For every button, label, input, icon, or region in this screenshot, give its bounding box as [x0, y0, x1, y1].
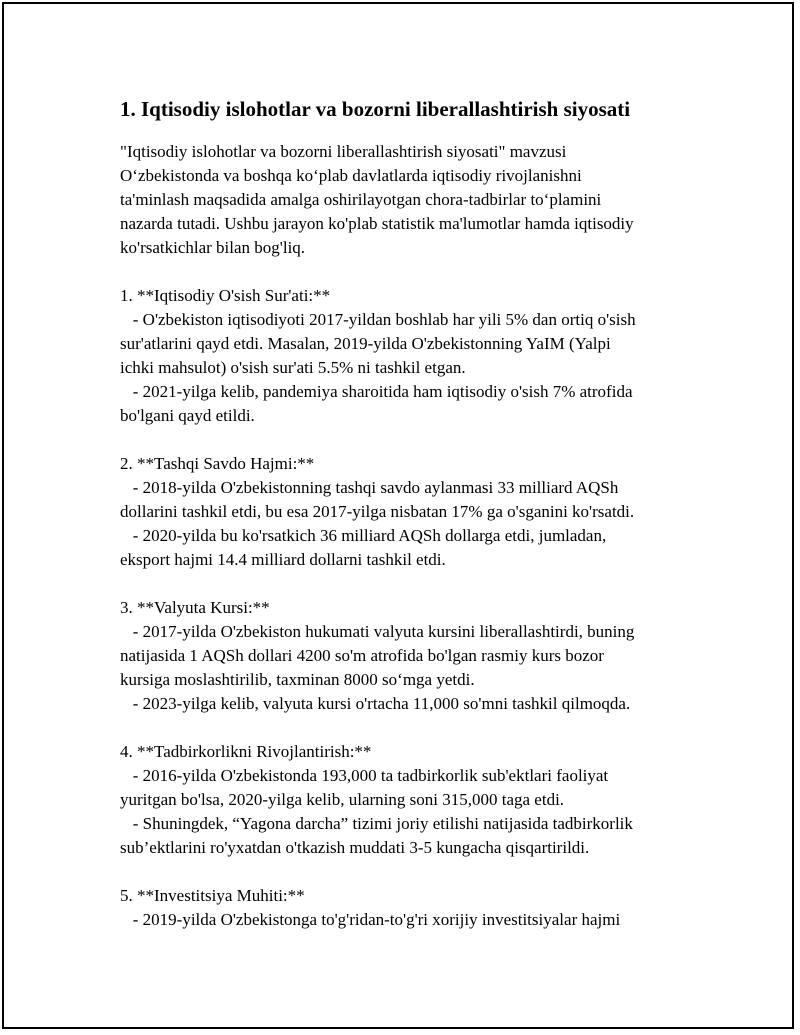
section-heading: 2. **Tashqi Savdo Hajmi:**	[120, 454, 315, 473]
text-line: - Shuningdek, “Yagona darcha” tizimi joriy etilishi natijasida tadbirkorlik	[120, 814, 633, 833]
text-line: ichki mahsulot) o'sish sur'ati 5.5% ni tashkil etgan.	[120, 358, 466, 377]
section-economic-growth	[120, 284, 700, 428]
section-heading: 1. **Iqtisodiy O'sish Sur'ati:**	[120, 286, 331, 305]
text-line: O‘zbekistonda va boshqa ko‘plab davlatlarda iqtisodiy rivojlanishni	[120, 166, 582, 185]
text-line: - O'zbekiston iqtisodiyoti 2017-yildan boshlab har yili 5% dan ortiq o'sish	[120, 310, 636, 329]
section-exchange-rate	[120, 596, 700, 716]
text-line: natijasida 1 AQSh dollari 4200 so'm atrofida bo'lgan rasmiy kurs bozor	[120, 646, 604, 665]
text-line: "Iqtisodiy islohotlar va bozorni liberallashtirish siyosati" mavzusi	[120, 142, 567, 161]
text-line: sub’ektlarini ro'yxatdan o'tkazish muddati 3-5 kungacha qisqartirildi.	[120, 838, 590, 857]
text-line: - 2017-yilda O'zbekiston hukumati valyuta kursini liberallashtirdi, buning	[120, 622, 635, 641]
text-line: dollarini tashkil etdi, bu esa 2017-yilga nisbatan 17% ga o'sganini ko'rsatdi.	[120, 502, 635, 521]
text-line: - 2016-yilda O'zbekistonda 193,000 ta tadbirkorlik sub'ektlari faoliyat	[120, 766, 609, 785]
text-line: yuritgan bo'lsa, 2020-yilga kelib, ularning soni 315,000 taga etdi.	[120, 790, 565, 809]
section-entrepreneurship	[120, 740, 700, 860]
text-line: kursiga moslashtirilib, taxminan 8000 so‘mga yetdi.	[120, 670, 475, 689]
section-heading: 3. **Valyuta Kursi:**	[120, 598, 270, 617]
text-line: ta'minlash maqsadida amalga oshirilayotgan chora-tadbirlar to‘plamini	[120, 190, 602, 209]
text-line: ko'rsatkichlar bilan bog'liq.	[120, 238, 306, 257]
document-body	[120, 94, 700, 956]
text-line: - 2021-yilga kelib, pandemiya sharoitida ham iqtisodiy o'sish 7% atrofida	[120, 382, 633, 401]
text-line: bo'lgani qayd etildi.	[120, 406, 255, 425]
text-line: eksport hajmi 14.4 milliard dollarni tashkil etdi.	[120, 550, 446, 569]
text-line: - 2018-yilda O'zbekistonning tashqi savdo aylanmasi 33 milliard AQSh	[120, 478, 619, 497]
text-line: - 2020-yilda bu ko'rsatkich 36 milliard AQSh dollarga etdi, jumladan,	[120, 526, 607, 545]
section-investment	[120, 884, 700, 932]
text-line: - 2019-yilda O'zbekistonga to'g'ridan-to'g'ri xorijiy investitsiyalar hajmi	[120, 910, 621, 929]
text-line: sur'atlarini qayd etdi. Masalan, 2019-yilda O'zbekistonning YaIM (Yalpi	[120, 334, 611, 353]
section-heading: 5. **Investitsiya Muhiti:**	[120, 886, 305, 905]
document-page	[2, 2, 794, 1029]
text-line: - 2023-yilga kelib, valyuta kursi o'rtacha 11,000 so'mni tashkil qilmoqda.	[120, 694, 631, 713]
intro-paragraph	[120, 140, 700, 260]
section-foreign-trade	[120, 452, 700, 572]
section-heading: 4. **Tadbirkorlikni Rivojlantirish:**	[120, 742, 372, 761]
text-line: nazarda tutadi. Ushbu jarayon ko'plab statistik ma'lumotlar hamda iqtisodiy	[120, 214, 634, 233]
section-title: 1. Iqtisodiy islohotlar va bozorni liberallashtirish siyosati	[120, 97, 631, 121]
